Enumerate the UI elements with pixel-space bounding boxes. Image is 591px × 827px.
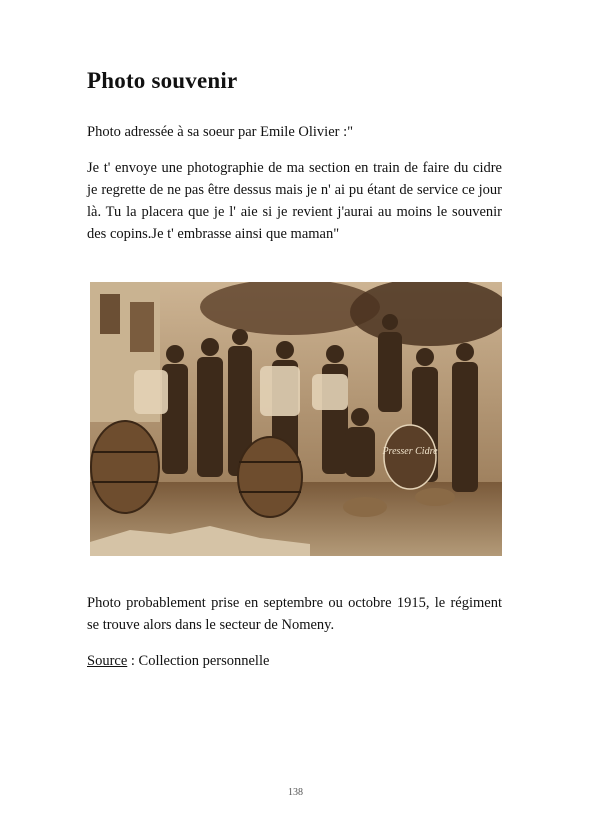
press-sign-text: Presser Cidre [382,446,438,457]
source-line [87,650,502,672]
quote-paragraph: Je t' envoye une photographie de ma section en train de faire du cidre je regrette de ne pas être dessus mais je n' ai pu étant de service ce jour là. Tu la placera que je l' aie si je revient j'aurai au moins le souvenir des copins.Je t' embrasse ainsi que maman" [87,160,502,242]
page-title: Photo souvenir [87,68,238,93]
page-number: 138 [288,787,303,798]
sepia-group-photo [90,282,502,556]
source-text: : Collection personnelle [127,653,270,669]
source-label: Source [87,653,128,669]
photo-caption: Photo probablement prise en septembre ou octobre 1915, le régiment se trouve alors dans le secteur de Nomeny. [87,595,502,633]
intro-paragraph: Photo adressée à sa soeur par Emile Olivier :" [87,124,354,140]
